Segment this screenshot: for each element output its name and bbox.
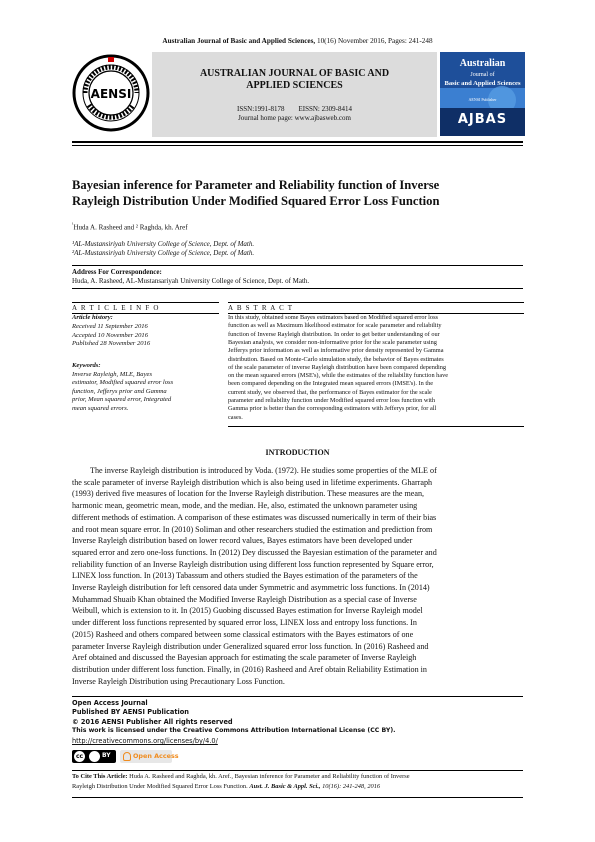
journal-cover-image	[440, 52, 525, 136]
article-history-published: Published 28 November 2016	[72, 340, 151, 347]
keyword-line: prior, Mean squared error, Integrated	[72, 396, 172, 403]
citation-line-2	[72, 783, 380, 790]
intro-line: different methods of estimation. A comparison of these estimates was discussed numerically in term of their bias	[72, 512, 437, 522]
license-published-by: Published BY AENSI Publication	[72, 708, 189, 716]
license-open-access: Open Access Journal	[72, 699, 148, 707]
by-person-icon	[89, 751, 100, 762]
intro-line: and root mean square error. In (2010) Soliman and other researchers studied the estimation and prediction from	[72, 524, 433, 534]
open-access-badge[interactable]	[120, 750, 179, 763]
abstract-line: function of Inverse Rayleigh distribution. In order to get better understanding of our	[228, 330, 440, 338]
intro-line: squared error and zero one-loss functions. In (2012) Dey discussed the Bayesian estimation of the parameter and	[72, 547, 437, 557]
abstract-line: Bayesian analysis, we consider non-informative prior for the scale parameter using	[228, 338, 437, 346]
license-url-link[interactable]: http://creativecommons.org/licenses/by/4.0/	[72, 737, 218, 745]
keyword-line: Inverse Rayleigh, MLE, Bayes	[72, 370, 153, 378]
cover-title: Australian	[459, 58, 506, 69]
article-info-heading: A R T I C L E I N F O	[72, 304, 160, 312]
open-access-label: Open Access	[133, 752, 179, 760]
intro-line: The inverse Rayleigh distribution is introduced by Voda. (1972). He studies some properties of the MLE of	[90, 466, 437, 475]
license-copyright: © 2016 AENSI Publisher All rights reserved	[72, 718, 233, 726]
abstract-line: of the scale parameter of inverse Rayleigh distribution have been compared depending	[228, 363, 447, 371]
logo-text: AENSI	[90, 87, 132, 101]
intro-line: LINEX loss function. In (2013) Tabassum and others studied the Bayes estimation of the parameters of the	[72, 571, 418, 581]
abstract-heading: A B S T R A C T	[228, 304, 294, 312]
article-history-label: Article history:	[72, 314, 113, 321]
open-lock-icon	[123, 752, 131, 761]
keyword-line: mean squared errors.	[72, 404, 129, 412]
intro-line: Muhammad Shuaib Khan obtained the Modified Inverse Rayleigh Distribution as a special case of Inverse	[72, 594, 417, 604]
journal-title-line1: AUSTRALIAN JOURNAL OF BASIC AND	[199, 68, 390, 79]
cover-subtitle: Journal of	[470, 72, 495, 78]
citation-text-2: Rayleigh Distribution Under Modified Squared Error Loss Function.	[72, 783, 250, 790]
intro-line: Inverse Rayleigh Distribution using Precautionary Loss Function.	[72, 676, 285, 686]
citation-line-1	[72, 773, 410, 780]
abstract-line: current study, we observed that, the performance of Bayes estimator for the scale	[228, 388, 432, 396]
abstract-rule	[228, 302, 524, 303]
license-cc-statement: This work is licensed under the Creative Commons Attribution International License (CC BY).	[72, 727, 396, 734]
author-names: Huda A. Rasheed and ² Raghda, kh. Aref	[73, 223, 188, 232]
article-info-rule	[72, 302, 219, 303]
intro-line: Inverse Rayleigh distribution for left censored data under Symmetric and asymmetric loss functions. In (2014)	[72, 583, 430, 592]
aensi-logo	[72, 50, 150, 136]
intro-line: harmonic mean, geometric mean, mode, and the median. He, also, estimated the unknown parameter using	[72, 501, 418, 511]
citation-journal: Aust. J. Basic & Appl. Sci.,	[249, 783, 321, 790]
article-history-received: Received 11 September 2016	[72, 323, 148, 330]
affiliation-1: ¹AL-Mustansiriyah University College of Science, Dept. of Math.	[72, 240, 255, 248]
introduction-heading: INTRODUCTION	[265, 448, 330, 457]
by-label: BY	[102, 752, 111, 759]
cover-abbreviation: AJBAS	[457, 112, 508, 127]
abstract-line: Jefferys prior information as well as informative prior density represented by Gamma	[228, 347, 444, 355]
abstract-line: parameter and reliability function under Modified squared error loss function with	[228, 397, 436, 404]
keywords-label: Keywords:	[72, 362, 101, 369]
intro-line: Aref obtained and discussed the Bayesian approach for estimating the scale parameter of Inverse Rayleigh	[72, 653, 417, 663]
author-sup: ¹	[72, 223, 74, 228]
intro-line: distribution under different loss function. Finally, in (2016) Rasheed and Aref obtain Reliability Estimation in	[72, 664, 427, 674]
cc-icon: cc	[75, 753, 84, 760]
intro-line: under different loss functions represented by squared error loss, LINEX loss and entropy loss functions. In	[72, 618, 417, 628]
address-rule-top	[72, 265, 523, 266]
running-head-issue: 10(16) November 2016, Pages: 241-248	[315, 37, 433, 45]
cover-publisher: AENSI Publisher	[468, 97, 497, 102]
intro-line: the scale parameter of inverse Rayleigh distribution which is also being used in lifetime experiments. Gharraph	[72, 477, 433, 487]
address-text: Huda, A. Rasheed, AL-Mustansariyah University College of Science, Dept. of Math.	[72, 277, 310, 285]
citation-label: To Cite This Article:	[72, 773, 128, 780]
journal-title	[152, 68, 437, 92]
abstract-line: been compared depending on the Integrated mean squared errors (IMSE's). In the	[228, 380, 434, 388]
paper-title	[72, 177, 523, 209]
intro-line: Weibull, which is extension to it. In (2015) Guobing discussed Bayes estimation for Inverse Rayleigh model	[72, 606, 423, 616]
masthead-rule-thin	[72, 145, 523, 146]
abstract-line: distribution. Based on Monte-Carlo simulation study, the behavior of Bayes estimates	[228, 355, 444, 363]
journal-masthead	[152, 52, 437, 137]
affiliation-2: ²AL-Mustansiriyah University College of Science, Dept. of Math.	[72, 249, 255, 257]
journal-title-line2: APPLIED SCIENCES	[246, 80, 343, 91]
abstract-line: In this study, obtained some Bayes estimators based on Modified squared error loss	[228, 314, 438, 321]
intro-line: (2015) Rasheed and others compared between some classical estimators with the Bayes estimators of one	[72, 629, 414, 639]
cover-subtitle-2: Basic and Applied Sciences	[444, 80, 521, 87]
paper-title-line2: Rayleigh Distribution Under Modified Squared Error Loss Function	[72, 194, 440, 208]
authors	[72, 223, 188, 231]
intro-line: (1993) derived five measures of location for the Inverse Rayleigh distribution. These measures are the mean,	[72, 489, 425, 499]
cc-by-badge[interactable]	[72, 750, 116, 763]
keyword-line: estimator, Modified squared error loss	[72, 379, 174, 386]
citation-text-1: Huda A. Rasheed and Raghda, kh. Aref., Bayesian inference for Parameter and Reliability function of Inverse	[127, 773, 410, 780]
address-rule-bottom	[72, 288, 523, 289]
citation-issue: 10(16): 241-248, 2016	[320, 783, 381, 790]
license-rule	[72, 696, 523, 697]
address-label: Address For Correspondence:	[72, 268, 162, 276]
running-head-journal: Australian Journal of Basic and Applied Sciences,	[162, 37, 316, 45]
article-history-accepted: Accepted 10 November 2016	[72, 331, 148, 339]
journal-issn: ISSN:1991-8178 EISSN: 2309-8414	[237, 105, 352, 113]
masthead-rule	[72, 141, 523, 143]
keyword-line: function, Jefferys prior and Gamma	[72, 387, 167, 395]
abstract-line: on the mean squared errors (MSE's), while the estimates of the reliability function have	[228, 372, 449, 380]
intro-line: Inverse Rayleigh distribution based on lower record values, Bayes estimators have been developed under	[72, 536, 413, 546]
intro-line: reliability function of an Inverse Rayleigh distribution using different loss function represented by Square error,	[72, 559, 434, 569]
intro-line: parameter Inverse Rayleigh distribution under Generalized squared error loss function. In (2016) Rasheed and	[72, 641, 429, 651]
abstract-bottom-rule	[228, 426, 524, 427]
abstract-line: cases.	[228, 413, 243, 421]
journal-homepage[interactable]: Journal home page: www.ajbasweb.com	[238, 114, 351, 122]
abstract-line: function as well as Maximum likelihood estimator for scale parameter and reliability	[228, 322, 442, 330]
abstract-line: Gamma prior is better than the corresponding estimators with Jefferys prior, for all	[228, 405, 437, 413]
paper-title-line1: Bayesian inference for Parameter and Reliability function of Inverse	[72, 178, 440, 192]
running-head	[0, 37, 595, 45]
